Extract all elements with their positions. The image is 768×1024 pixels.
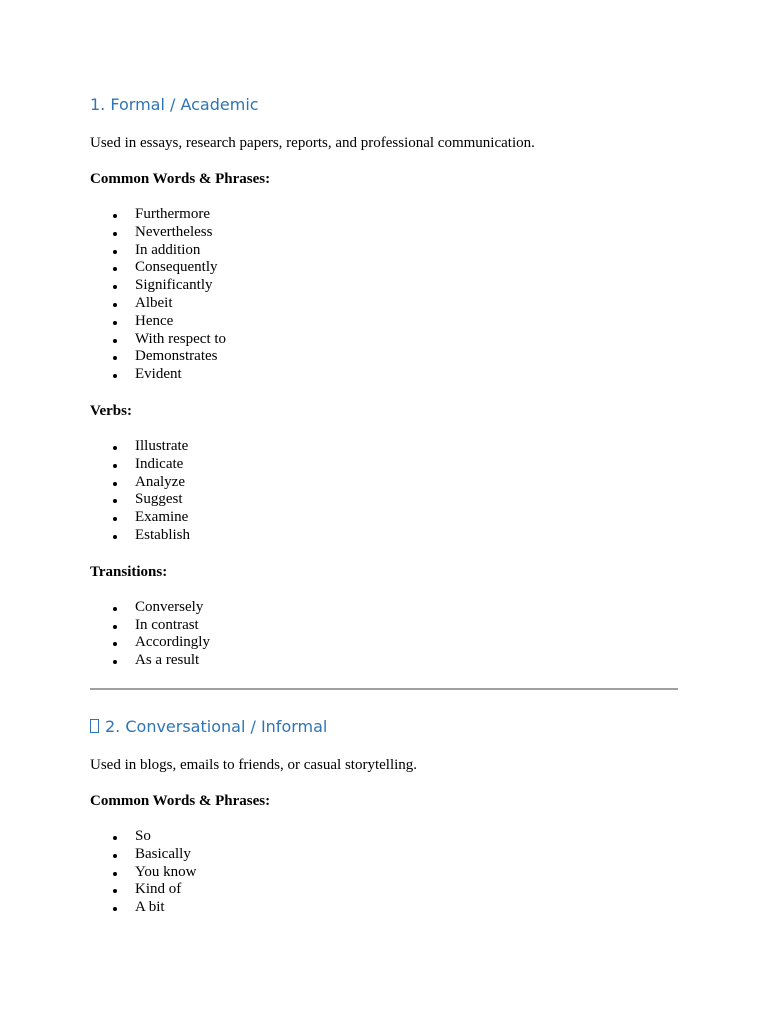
horizontal-rule	[90, 688, 678, 690]
list-item: You know	[135, 864, 678, 882]
bullet-list	[90, 206, 678, 384]
list-item: Suggest	[135, 491, 678, 509]
section-conversational-informal	[90, 717, 678, 917]
list-item: Indicate	[135, 456, 678, 474]
list-item: Establish	[135, 527, 678, 545]
list-item: Kind of	[135, 881, 678, 899]
list-item: Furthermore	[135, 206, 678, 224]
list-item: In contrast	[135, 617, 678, 635]
group-label: Transitions:	[90, 563, 168, 580]
list-item: Basically	[135, 846, 678, 864]
list-item: Hence	[135, 313, 678, 331]
group-label: Verbs:	[90, 402, 132, 419]
list-item: Evident	[135, 366, 678, 384]
missing-glyph-icon	[90, 719, 99, 733]
list-item: Examine	[135, 509, 678, 527]
section-intro: Used in blogs, emails to friends, or casual storytelling.	[90, 756, 418, 773]
list-item: Significantly	[135, 277, 678, 295]
list-item: Nevertheless	[135, 224, 678, 242]
group-label: Common Words & Phrases:	[90, 792, 271, 809]
list-item: In addition	[135, 242, 678, 260]
list-item: Analyze	[135, 474, 678, 492]
bullet-list	[90, 828, 678, 917]
section-heading	[90, 717, 678, 737]
group-label: Common Words & Phrases:	[90, 171, 271, 187]
list-item: Conversely	[135, 599, 678, 617]
list-item: Illustrate	[135, 438, 678, 456]
list-item: With respect to	[135, 331, 678, 349]
list-item: Albeit	[135, 295, 678, 313]
list-item: Consequently	[135, 259, 678, 277]
section-intro: Used in essays, research papers, reports, and professional communication.	[90, 135, 535, 151]
bullet-list	[90, 599, 678, 670]
section-heading: 1. Formal / Academic	[90, 95, 259, 114]
list-item: Demonstrates	[135, 348, 678, 366]
list-item: As a result	[135, 652, 678, 670]
list-item: Accordingly	[135, 634, 678, 652]
section-formal-academic	[90, 0, 678, 670]
list-item: A bit	[135, 899, 678, 917]
bullet-list	[90, 438, 678, 545]
section-heading-text: 2. Conversational / Informal	[105, 716, 328, 736]
list-item: So	[135, 828, 678, 846]
